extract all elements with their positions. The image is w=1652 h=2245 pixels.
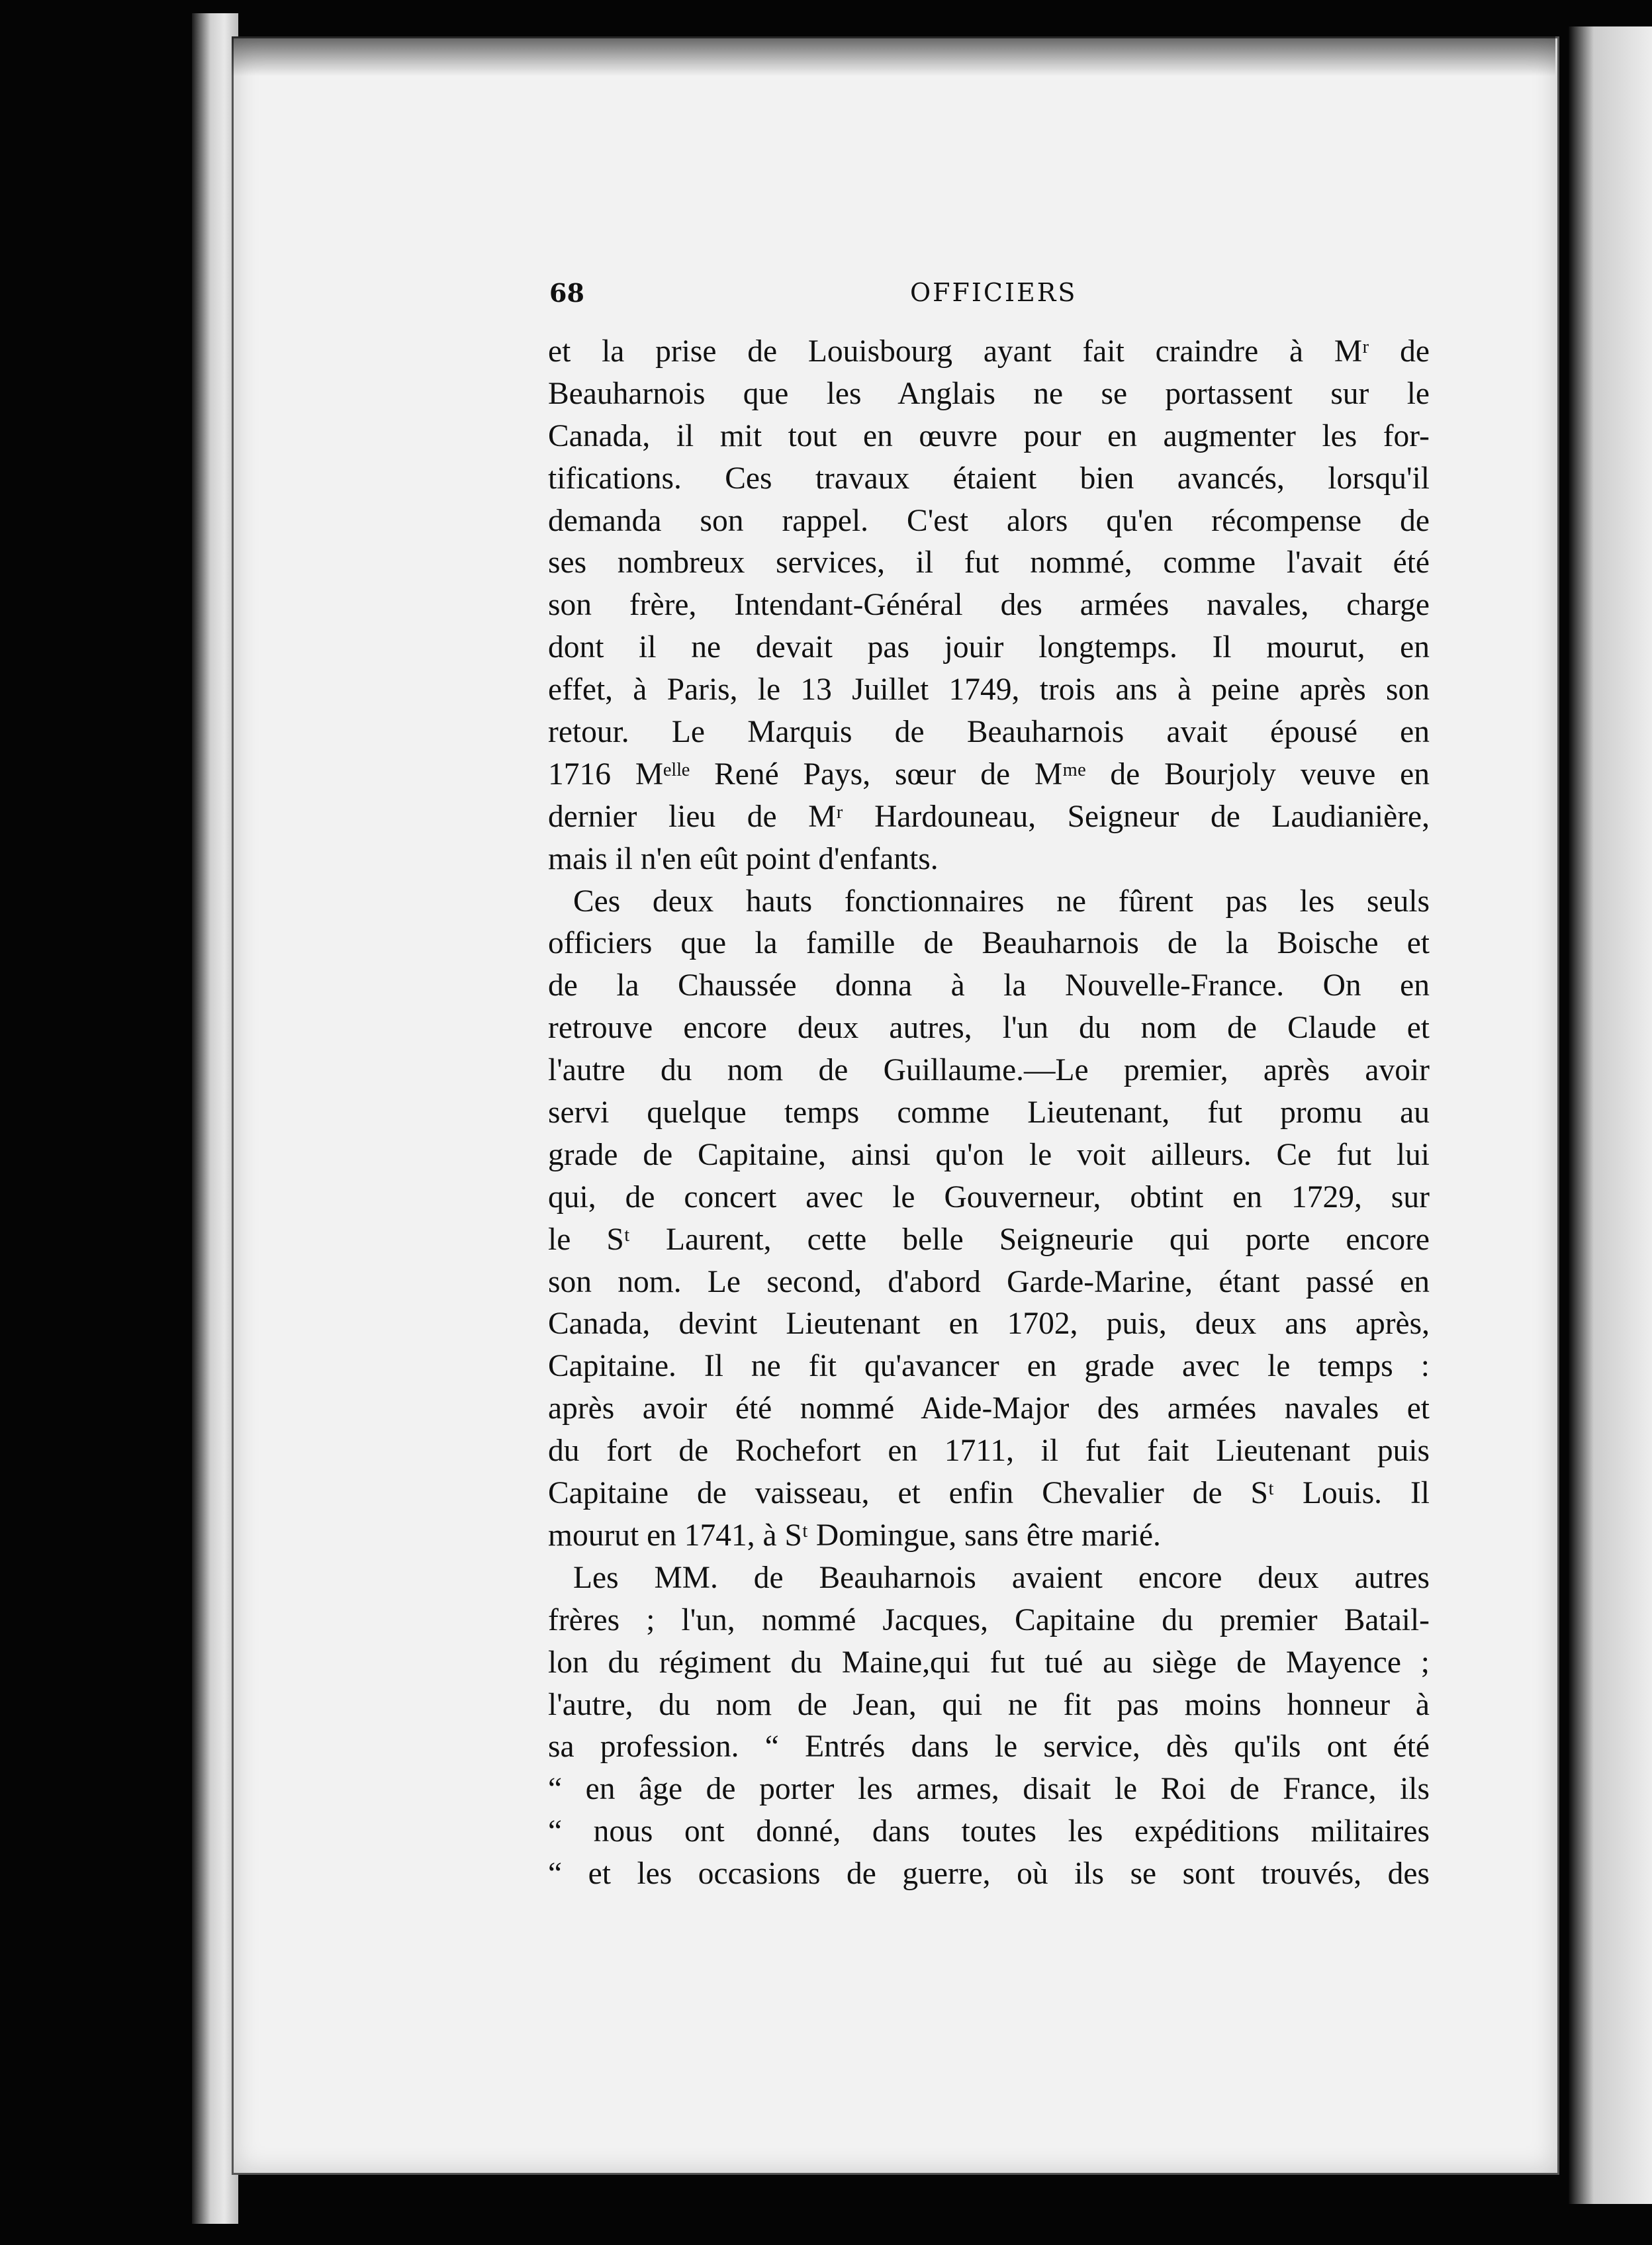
- text-line: demanda son rappel. C'est alors qu'en récompense de: [548, 503, 1430, 538]
- page-header: [549, 278, 1423, 318]
- text-line: et la prise de Louisbourg ayant fait craindre à Mʳ de: [548, 334, 1430, 369]
- text-line: lon du régiment du Maine,qui fut tué au siège de Mayence ;: [548, 1645, 1430, 1680]
- text-line: son nom. Le second, d'abord Garde-Marine, étant passé en: [548, 1264, 1430, 1299]
- text-line: Beauharnois que les Anglais ne se portassent sur le: [548, 376, 1430, 411]
- text-line: Ces deux hauts fonctionnaires ne fûrent pas les seuls: [573, 884, 1430, 919]
- text-line: mourut en 1741, à Sᵗ Domingue, sans être marié.: [548, 1518, 1161, 1553]
- text-line: du fort de Rochefort en 1711, il fut fait Lieutenant puis: [548, 1434, 1430, 1469]
- text-line: retrouve encore deux autres, l'un du nom de Claude et: [548, 1011, 1430, 1046]
- text-line: après avoir été nommé Aide-Major des armées navales et: [548, 1391, 1430, 1426]
- text-line: “ et les occasions de guerre, où ils se sont trouvés, des: [548, 1856, 1430, 1892]
- adjacent-page-edge: [1569, 26, 1652, 2204]
- text-line: l'autre, du nom de Jean, qui ne fit pas moins honneur à: [548, 1687, 1430, 1722]
- text-line: frères ; l'un, nommé Jacques, Capitaine du premier Batail-: [548, 1602, 1430, 1637]
- text-line: 1716 Mᵉˡˡᵉ René Pays, sœur de Mᵐᵉ de Bourjoly veuve en: [548, 756, 1430, 792]
- text-line: Les MM. de Beauharnois avaient encore deux autres: [573, 1560, 1430, 1595]
- text-line: son frère, Intendant-Général des armées navales, charge: [548, 588, 1430, 623]
- text-line: ses nombreux services, il fut nommé, comme l'avait été: [548, 545, 1430, 580]
- text-line: “ en âge de porter les armes, disait le Roi de France, ils: [548, 1772, 1430, 1807]
- text-line: effet, à Paris, le 13 Juillet 1749, trois ans à peine après son: [548, 672, 1430, 708]
- page-top-shadow: [232, 36, 1555, 76]
- text-line: Capitaine de vaisseau, et enfin Chevalier de Sᵗ Louis. Il: [548, 1476, 1430, 1511]
- text-line: sa profession. “ Entrés dans le service, dès qu'ils ont été: [548, 1729, 1430, 1764]
- text-line: l'autre du nom de Guillaume.—Le premier, après avoir: [548, 1053, 1430, 1088]
- text-line: mais il n'en eût point d'enfants.: [548, 841, 939, 876]
- text-line: qui, de concert avec le Gouverneur, obtint en 1729, sur: [548, 1179, 1430, 1214]
- text-line: grade de Capitaine, ainsi qu'on le voit ailleurs. Ce fut lui: [548, 1137, 1430, 1172]
- text-line: servi quelque temps comme Lieutenant, fut promu au: [548, 1095, 1430, 1130]
- text-line: officiers que la famille de Beauharnois de la Boische et: [548, 926, 1430, 961]
- body-text: [548, 331, 1430, 1896]
- text-line: Canada, il mit tout en œuvre pour en augmenter les for-: [548, 418, 1430, 453]
- text-line: Capitaine. Il ne fit qu'avancer en grade avec le temps :: [548, 1349, 1430, 1384]
- text-line: le Sᵗ Laurent, cette belle Seigneurie qui porte encore: [548, 1222, 1430, 1257]
- text-line: de la Chaussée donna à la Nouvelle-France. On en: [548, 968, 1430, 1003]
- text-line: Canada, devint Lieutenant en 1702, puis, deux ans après,: [548, 1306, 1430, 1342]
- text-line: dernier lieu de Mʳ Hardouneau, Seigneur de Laudianière,: [548, 799, 1430, 834]
- text-line: tifications. Ces travaux étaient bien avancés, lorsqu'il: [548, 461, 1430, 496]
- text-line: “ nous ont donné, dans toutes les expéditions militaires: [548, 1814, 1430, 1849]
- page-number: 68: [549, 278, 584, 308]
- text-line: retour. Le Marquis de Beauharnois avait épousé en: [548, 715, 1430, 750]
- running-head: OFFICIERS: [910, 278, 1078, 307]
- text-line: dont il ne devait pas jouir longtemps. Il mourut, en: [548, 630, 1430, 665]
